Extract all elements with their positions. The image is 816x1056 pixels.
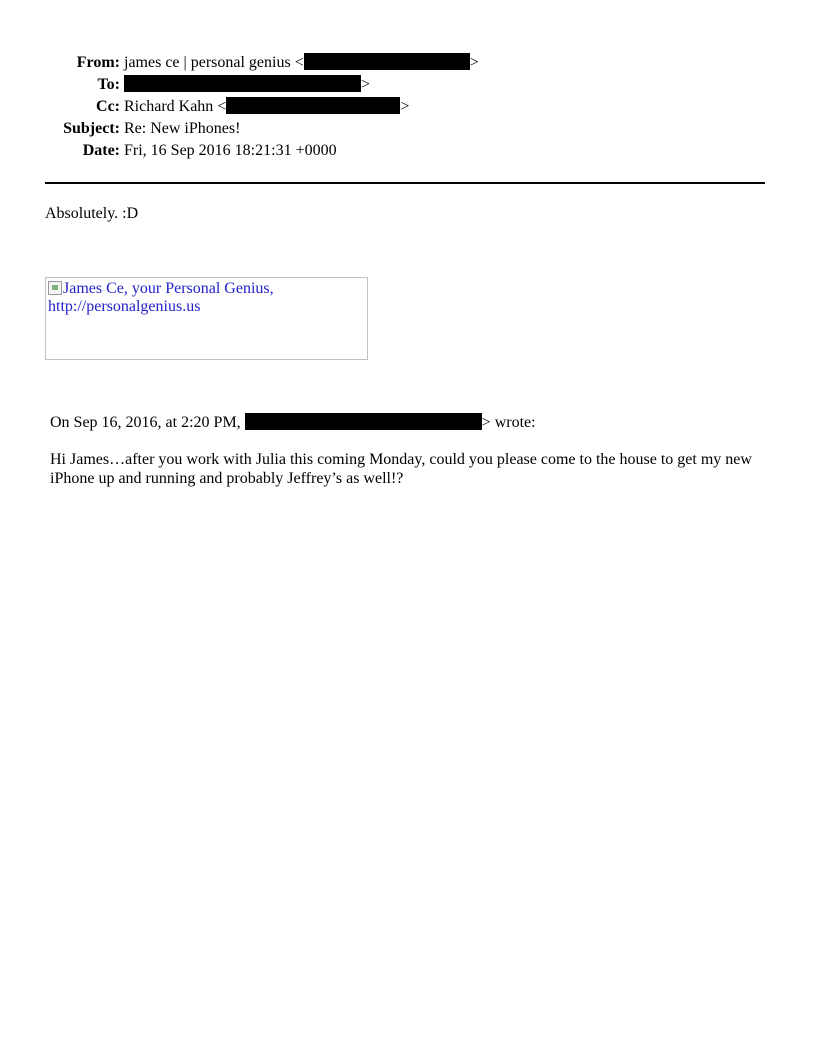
from-name: james ce | personal genius < — [124, 54, 304, 71]
reply-text: Absolutely. :D — [45, 205, 139, 222]
signature-link[interactable] — [48, 280, 348, 316]
cc-email-redaction — [226, 97, 400, 114]
to-label: To: — [97, 76, 120, 93]
quoted-message: Hi James…after you work with Julia this coming Monday, could you please come to the house to get my new iPhone up and running and probably Jeffrey’s as well!? — [50, 451, 752, 487]
to-close-bracket: > — [361, 76, 371, 93]
date-label: Date: — [82, 142, 120, 159]
from-close-bracket: > — [469, 54, 479, 71]
quoted-intro — [50, 413, 536, 433]
cc-label: Cc: — [96, 98, 120, 115]
to-value — [124, 74, 479, 96]
quoted-intro-prefix: On Sep 16, 2016, at 2:20 PM, — [50, 414, 245, 431]
to-redaction — [124, 75, 361, 92]
date-row — [46, 140, 479, 162]
date-value: Fri, 16 Sep 2016 18:21:31 +0000 — [124, 142, 337, 159]
cc-name: Richard Kahn < — [124, 98, 227, 115]
cc-row — [46, 96, 479, 118]
from-label: From: — [76, 54, 120, 71]
subject-value: Re: New iPhones! — [124, 120, 241, 137]
from-value — [124, 52, 479, 74]
to-row — [46, 74, 479, 96]
subject-row — [46, 118, 479, 140]
cc-value — [124, 96, 479, 118]
from-email-redaction — [304, 53, 470, 70]
signature-image-placeholder[interactable] — [45, 277, 368, 360]
signature-alt-line1: James Ce, your Personal Genius, — [63, 280, 274, 297]
quoted-intro-suffix: > wrote: — [481, 414, 536, 431]
cc-close-bracket: > — [400, 98, 410, 115]
email-header — [46, 52, 479, 162]
quoted-sender-redaction — [245, 413, 482, 430]
from-row — [46, 52, 479, 74]
signature-alt-line2: http://personalgenius.us — [48, 298, 201, 315]
subject-label: Subject: — [63, 120, 120, 137]
header-divider — [45, 182, 765, 184]
broken-image-icon — [48, 281, 62, 295]
